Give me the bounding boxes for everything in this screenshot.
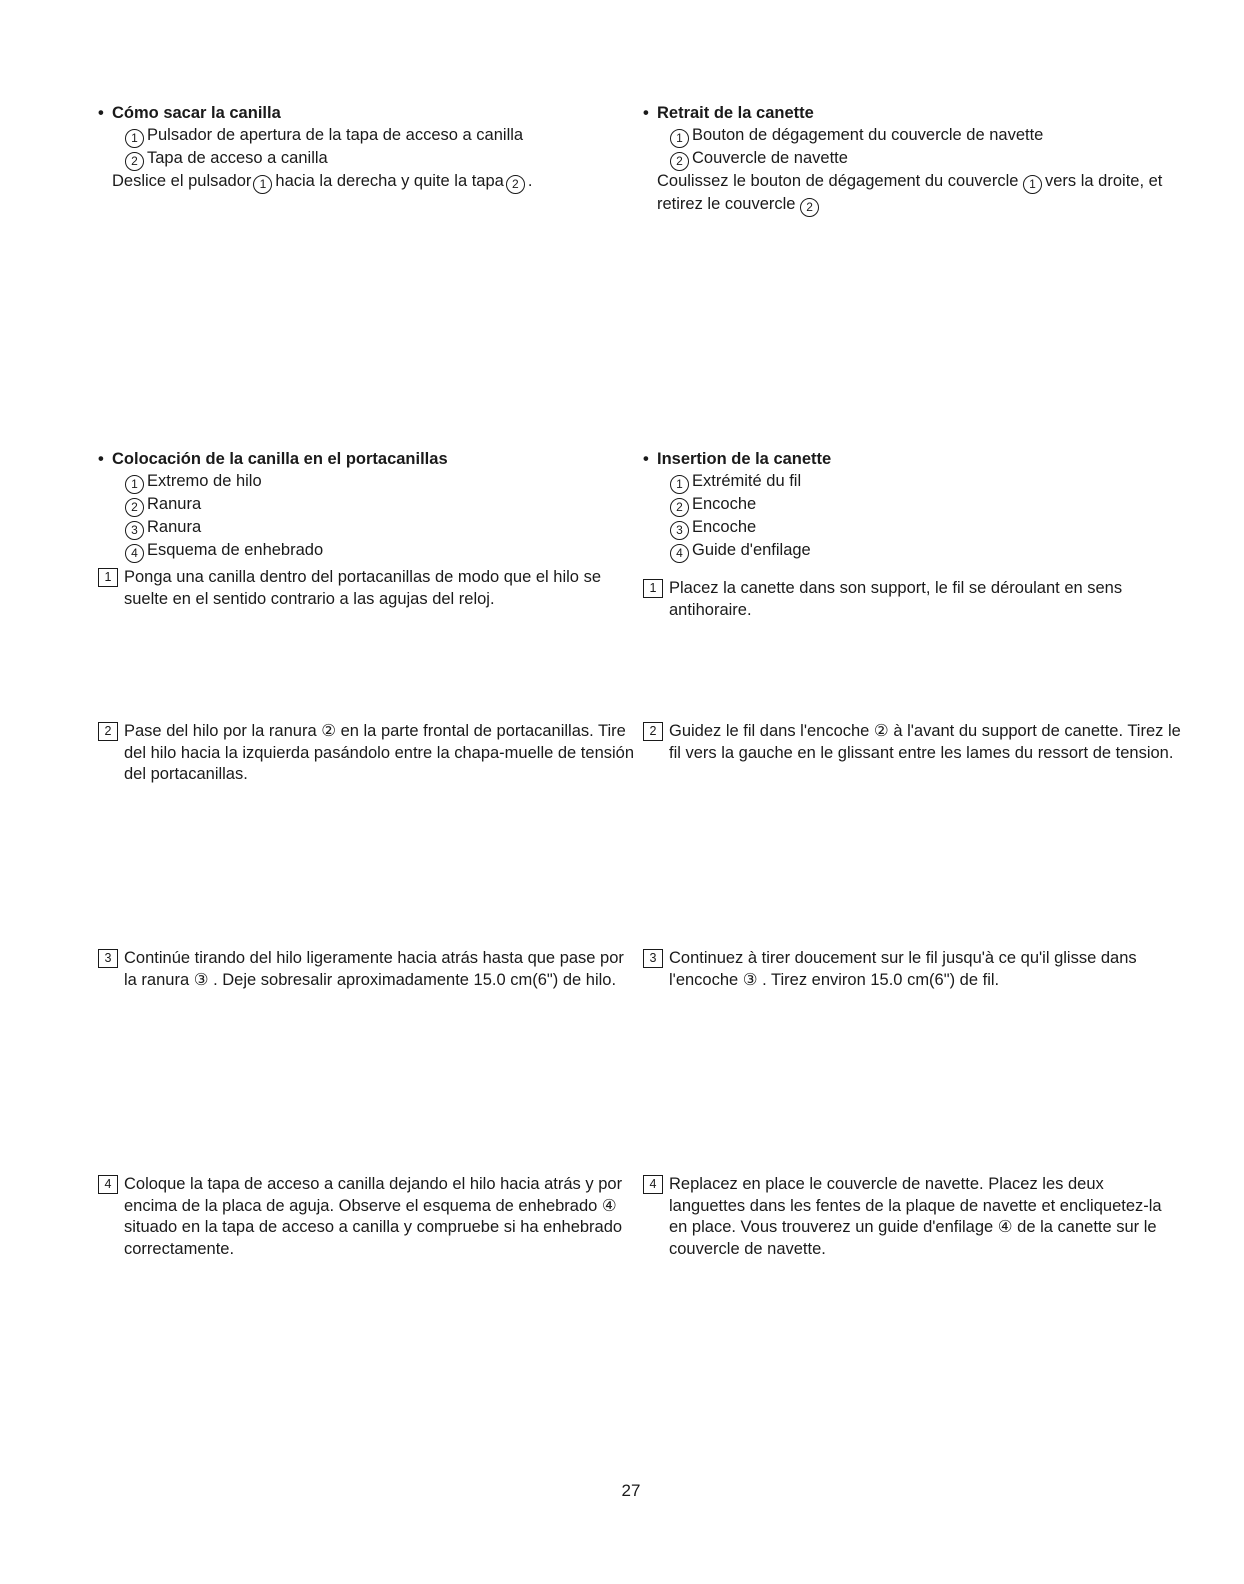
fr-insert-title: • Insertion de la canette [643, 450, 832, 468]
step-number-box: 3 [643, 949, 663, 968]
fr-insert-legend-1: 1 Extrémité du fil [643, 471, 1183, 494]
fr-insert-section [643, 449, 1183, 563]
step-number-box: 4 [643, 1175, 663, 1194]
fr-step-2: 2 Guidez le fil dans l'encoche ② à l'avant du support de canette. Tirez le fil vers la gauche en le glissant entre les lames du ressort de tension. [643, 721, 1183, 764]
es-remove-legend-2: 2 Tapa de acceso a canilla [98, 148, 638, 171]
fr-step-3: 3 Continuez à tirer doucement sur le fil jusqu'à ce qu'il glisse dans l'encoche ③ . Tirez environ 15.0 cm(6") de fil. [643, 948, 1183, 991]
es-insert-legend-1: 1 Extremo de hilo [98, 471, 638, 494]
es-remove-legend-1: 1 Pulsador de apertura de la tapa de acceso a canilla [98, 125, 638, 148]
fr-remove-legend-1: 1 Bouton de dégagement du couvercle de navette [643, 125, 1183, 148]
es-step-3: 3 Continúe tirando del hilo ligeramente hacia atrás hasta que pase por la ranura ③ . Deje sobresalir aproximadamente 15.0 cm(6") de hilo. [98, 948, 638, 991]
es-insert-section [98, 449, 638, 563]
es-insert-title: • Colocación de la canilla en el portacanillas [98, 450, 448, 468]
step-number-box: 4 [98, 1175, 118, 1194]
es-remove-title: • Cómo sacar la canilla [98, 104, 281, 122]
fr-remove-legend-2: 2 Couvercle de navette [643, 148, 1183, 171]
fr-remove-section [643, 103, 1183, 217]
fr-step-4: 4 Replacez en place le couvercle de navette. Placez les deux languettes dans les fentes de la plaque de navette et encliquetez-la en place. Vous trouverez un guide d'enfilage ④ de la canette sur le couvercle de navette. [643, 1174, 1183, 1260]
es-step-1: 1 Ponga una canilla dentro del portacanillas de modo que el hilo se suelte en el sentido contrario a las agujas del reloj. [98, 567, 638, 610]
es-step-4: 4 Coloque la tapa de acceso a canilla dejando el hilo hacia atrás y por encima de la placa de aguja. Observe el esquema de enhebrado ④ situado en la tapa de acceso a canilla y compruebe si ha enhebrado correctamente. [98, 1174, 638, 1260]
es-step-2: 2 Pase del hilo por la ranura ② en la parte frontal de portacanillas. Tire del hilo hacia la izquierda pasándolo entre la chapa-muelle de tensión del portacanillas. [98, 721, 638, 786]
fr-insert-legend-3: 3 Encoche [643, 517, 1183, 540]
step-number-box: 1 [98, 568, 118, 587]
step-number-box: 2 [643, 722, 663, 741]
es-remove-section [98, 103, 638, 194]
step-number-box: 3 [98, 949, 118, 968]
fr-insert-legend-2: 2 Encoche [643, 494, 1183, 517]
es-insert-legend-2: 2 Ranura [98, 494, 638, 517]
es-insert-legend-3: 3 Ranura [98, 517, 638, 540]
es-insert-legend-4: 4 Esquema de enhebrado [98, 540, 638, 563]
fr-step-1: 1 Placez la canette dans son support, le fil se déroulant en sens antihoraire. [643, 578, 1183, 621]
page-number: 27 [621, 1481, 641, 1500]
es-remove-instruction: Deslice el pulsador 1 hacia la derecha y quite la tapa 2 . [98, 171, 638, 194]
fr-remove-instruction: Coulissez le bouton de dégagement du couvercle 1 vers la droite, et retirez le couvercle 2 [643, 171, 1167, 217]
fr-insert-legend-4: 4 Guide d'enfilage [643, 540, 1183, 563]
fr-remove-title: • Retrait de la canette [643, 104, 814, 122]
step-number-box: 2 [98, 722, 118, 741]
step-number-box: 1 [643, 579, 663, 598]
